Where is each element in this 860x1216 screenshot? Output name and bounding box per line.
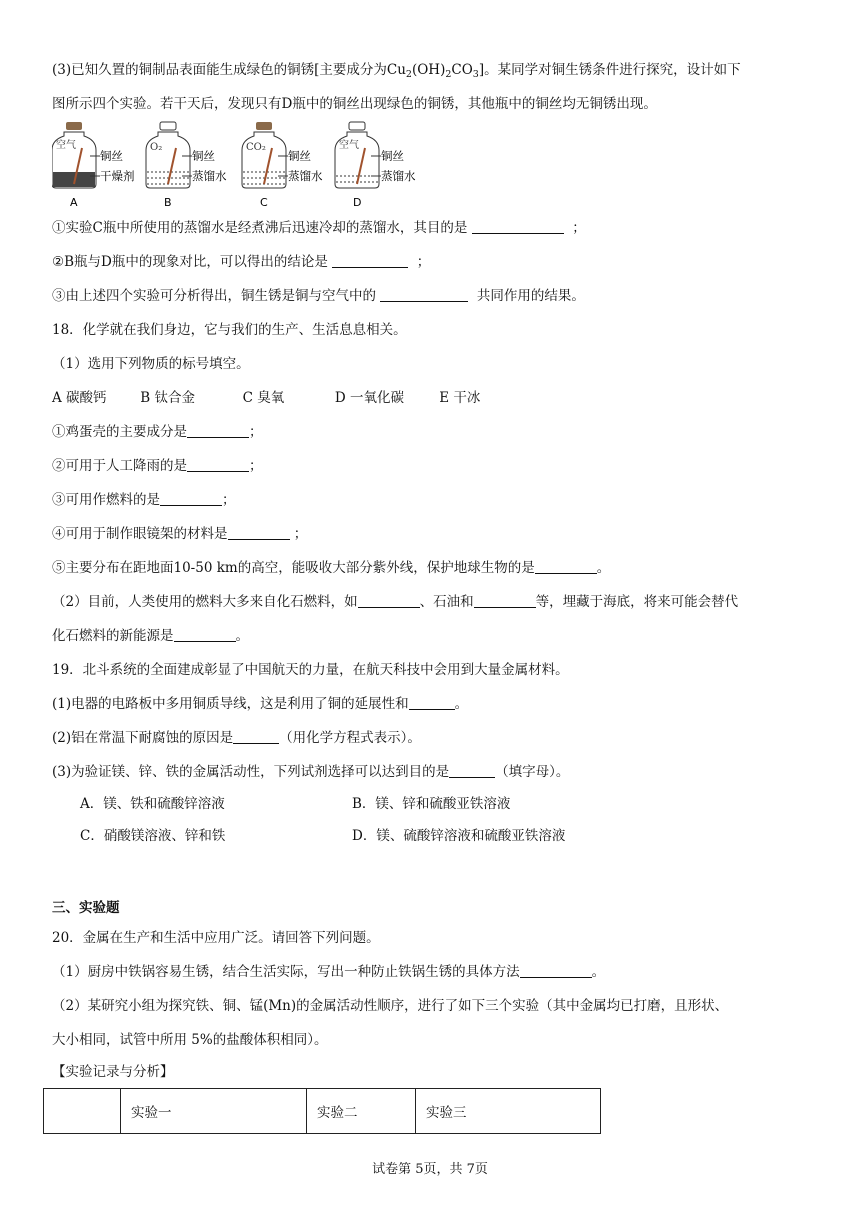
option-a: A 碳酸钙	[52, 390, 107, 406]
q19-option-c: C．硝酸镁溶液、锌和铁	[80, 828, 226, 844]
q19-option-d: D．镁、硫酸锌溶液和硫酸亚铁溶液	[352, 828, 566, 844]
q19-stem: 19．北斗系统的全面建成彰显了中国航天的力量，在航天科技中会用到大量金属材料。	[52, 662, 569, 678]
answer-blank[interactable]	[187, 423, 249, 438]
answer-blank[interactable]	[174, 627, 236, 642]
table-header-cell: 实验二	[307, 1089, 416, 1134]
q17-3-sub3: ③由上述四个实验可分析得出，铜生锈是铜与空气中的 共同作用的结果。	[52, 288, 585, 304]
q17-3-sub2: ②B瓶与D瓶中的现象对比，可以得出的结论是 ；	[52, 254, 431, 270]
bottle-a-label: A	[70, 196, 78, 209]
section-heading: 三、实验题	[52, 900, 120, 916]
q18-part1: （1）选用下列物质的标号填空。	[52, 356, 250, 372]
option-b: B 钛合金	[140, 390, 196, 406]
q18-item-1: ①鸡蛋壳的主要成分是 ；	[52, 424, 263, 440]
bottle-b	[146, 122, 227, 209]
answer-blank[interactable]	[187, 457, 249, 472]
table-row	[44, 1089, 601, 1134]
q18-stem: 18．化学就在我们身边，它与我们的生产、生活息息相关。	[52, 322, 407, 338]
experiment-table	[43, 1088, 601, 1134]
q19-sub2: (2)铝在常温下耐腐蚀的原因是 （用化学方程式表示）。	[52, 730, 421, 746]
copper-rust-experiment-figure	[52, 118, 432, 210]
bottle-b-gas: O₂	[150, 142, 163, 153]
bottle-a-gas: 空气	[56, 140, 76, 151]
bottle-c-label: C	[260, 196, 268, 209]
answer-blank[interactable]	[332, 253, 408, 268]
bottle-c	[242, 122, 323, 209]
table-header-cell	[44, 1089, 121, 1134]
answer-blank[interactable]	[472, 219, 564, 234]
q20-record-heading: 【实验记录与分析】	[52, 1064, 174, 1080]
page-footer: 试卷第 5页，共 7页	[372, 1162, 488, 1177]
q19-sub1: (1)电器的电路板中多用铜质导线，这是利用了铜的延展性和 。	[52, 696, 469, 712]
bottle-c-wire: 铜丝	[288, 149, 311, 163]
answer-blank[interactable]	[520, 963, 592, 978]
answer-blank[interactable]	[358, 593, 420, 608]
q18-item-2: ②可用于人工降雨的是 ；	[52, 458, 263, 474]
q18-item-4: ④可用于制作眼镜架的材料是 ；	[52, 526, 308, 542]
bottle-b-bottom: 蒸馏水	[192, 169, 227, 183]
answer-blank[interactable]	[233, 729, 279, 744]
q17-3-line1: (3)已知久置的铜制品表面能生成绿色的铜锈[主要成分为$Cu_2(OH)_2CO_3$]。某同学对铜生锈条件进行探究，设计如下	[52, 62, 741, 80]
q19-option-b: B．镁、锌和硫酸亚铁溶液	[352, 796, 511, 812]
table-header-cell: 实验三	[416, 1089, 601, 1134]
option-d: D 一氧化碳	[334, 390, 405, 406]
bottle-b-wire: 铜丝	[192, 149, 215, 163]
bottle-d-wire: 铜丝	[381, 149, 404, 163]
q17-3-sub1: ①实验C瓶中所使用的蒸馏水是经煮沸后迅速冷却的蒸馏水，其目的是 ；	[52, 220, 586, 236]
q20-stem: 20．金属在生产和生活中应用广泛。请回答下列问题。	[52, 930, 380, 946]
answer-blank[interactable]	[228, 525, 290, 540]
q18-item-5: ⑤主要分布在距地面10-50 km的高空，能吸收大部分紫外线，保护地球生物的是 。	[52, 560, 611, 576]
q17-3-line2: 图所示四个实验。若干天后，发现只有D瓶中的铜丝出现绿色的铜锈，其他瓶中的铜丝均无铜锈出现。	[52, 96, 657, 112]
option-e: E 干冰	[439, 390, 481, 406]
bottle-d-gas: 空气	[339, 140, 359, 151]
bottle-c-gas: CO₂	[246, 142, 266, 153]
q18-item-3: ③可用作燃料的是 ；	[52, 492, 236, 508]
bottle-b-label: B	[164, 196, 172, 209]
q18-part2-line1: （2）目前，人类使用的燃料大多来自化石燃料，如 、石油和 等，埋藏于海底，将来可能会替代	[52, 594, 739, 610]
bottle-a	[52, 122, 135, 209]
q19-sub3: (3)为验证镁、锌、铁的金属活动性，下列试剂选择可以达到目的是 （填字母）。	[52, 764, 570, 780]
bottle-d-bottom: 蒸馏水	[381, 169, 416, 183]
q18-options	[52, 388, 480, 408]
answer-blank[interactable]	[474, 593, 536, 608]
answer-blank[interactable]	[535, 559, 597, 574]
q19-option-a: A．镁、铁和硫酸锌溶液	[80, 796, 225, 812]
option-c: C 臭氧	[242, 390, 285, 406]
q20-part2-line1: （2）某研究小组为探究铁、铜、锰(Mn)的金属活动性顺序，进行了如下三个实验（其中金属均已打磨，且形状、	[52, 998, 729, 1014]
bottle-c-bottom: 蒸馏水	[288, 169, 323, 183]
q20-part1: （1）厨房中铁锅容易生锈，结合生活实际，写出一种防止铁锅生锈的具体方法 。	[52, 964, 606, 980]
bottle-a-bottom: 干燥剂	[100, 169, 135, 183]
bottle-a-wire: 铜丝	[100, 149, 123, 163]
answer-blank[interactable]	[409, 695, 455, 710]
table-header-cell: 实验一	[121, 1089, 307, 1134]
answer-blank[interactable]	[380, 287, 468, 302]
bottle-d-label: D	[353, 196, 362, 209]
bottle-d	[335, 122, 416, 209]
answer-blank[interactable]	[449, 763, 495, 778]
q20-part2-line2: 大小相同，试管中所用 5%的盐酸体积相同）。	[52, 1032, 328, 1048]
answer-blank[interactable]	[160, 491, 222, 506]
q18-part2-line2: 化石燃料的新能源是 。	[52, 628, 249, 644]
